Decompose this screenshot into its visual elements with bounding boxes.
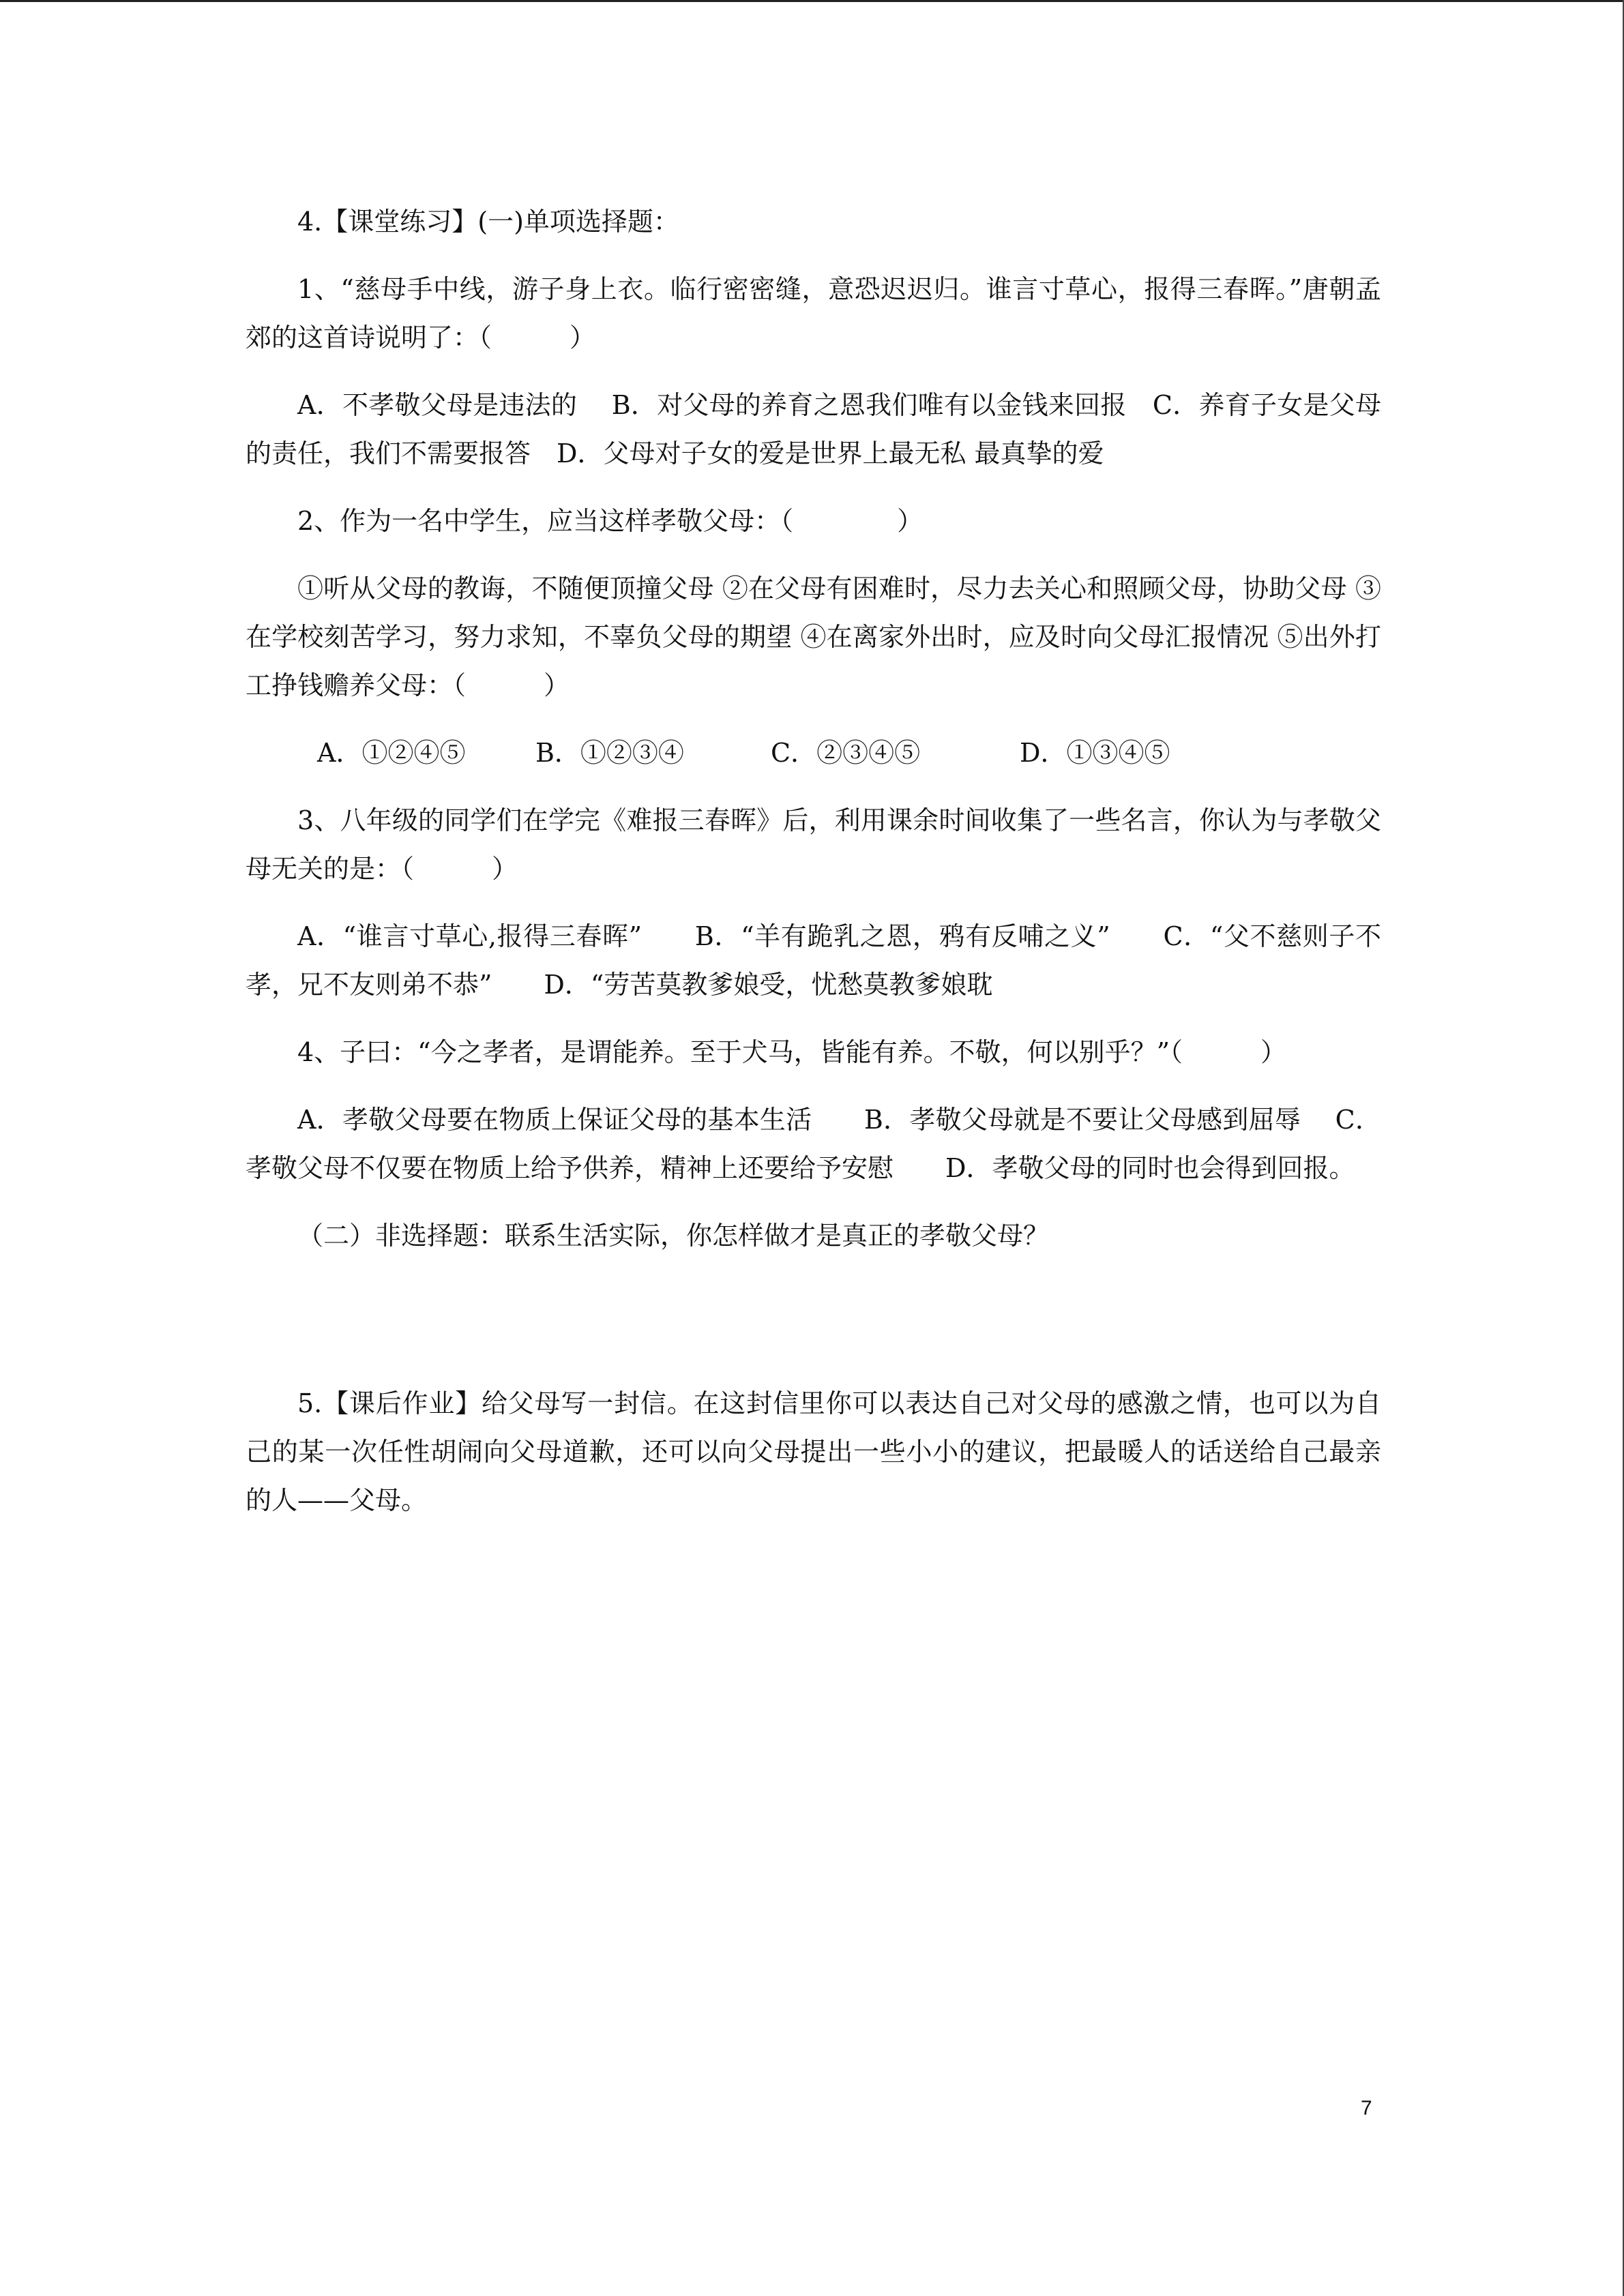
question-2-option-d: D．①③④⑤ xyxy=(1020,738,1170,768)
question-2-options xyxy=(246,729,1381,777)
question-3-options: A．“谁言寸草心,报得三春晖” B．“羊有跪乳之恩，鸦有反哺之义” C．“父不慈则子不孝，兄不友则弟不恭” D．“劳苦莫教爹娘受，忧愁莫教爹娘耽 xyxy=(246,921,1381,1000)
question-2-option-b: B．①②③④ xyxy=(535,738,684,768)
top-border xyxy=(0,0,1624,2)
question-1-options: A．不孝敬父母是违法的 B．对父母的养育之恩我们唯有以金钱来回报 C．养育子女是父母的责任，我们不需要报答 D．父母对子女的爱是世界上最无私 最真挚的爱 xyxy=(246,390,1381,468)
non-choice-question: （二）非选择题：联系生活实际，你怎样做才是真正的孝敬父母？ xyxy=(297,1221,1050,1251)
question-2-option-c: C．②③④⑤ xyxy=(771,738,921,768)
homework-assignment: 5.【课后作业】给父母写一封信。在这封信里你可以表达自己对父母的感激之情，也可以为自己的某一次任性胡闹向父母道歉，还可以向父母提出一些小小的建议，把最暖人的话送给自己最亲的人——父母。 xyxy=(246,1388,1381,1515)
page-number: 7 xyxy=(1361,2097,1372,2119)
question-1-stem: 1、“慈母手中线，游子身上衣。临行密密缝，意恐迟迟归。谁言寸草心，报得三春晖。”唐朝孟郊的这首诗说明了：（ ） xyxy=(246,274,1381,353)
question-4-options: A．孝敬父母要在物质上保证父母的基本生活 B．孝敬父母就是不要让父母感到屈辱 C．孝敬父母不仅要在物质上给予供养，精神上还要给予安慰 D．孝敬父母的同时也会得到回报。 xyxy=(246,1105,1381,1183)
question-2-stem: 2、作为一名中学生，应当这样孝敬父母：（ ） xyxy=(297,506,924,536)
question-3-stem: 3、八年级的同学们在学完《难报三春晖》后，利用课余时间收集了一些名言，你认为与孝敬父母无关的是：（ ） xyxy=(246,805,1381,884)
document-body xyxy=(246,198,1381,1525)
question-4-stem: 4、子曰：“今之孝者，是谓能养。至于犬马，皆能有养。不敬，何以别乎？”（ ） xyxy=(297,1037,1287,1067)
question-2-option-a: A．①②④⑤ xyxy=(317,738,466,768)
practice-heading: 4.【课堂练习】(一)单项选择题： xyxy=(297,207,679,237)
question-2-items: ①听从父母的教诲，不随便顶撞父母 ②在父母有困难时，尽力去关心和照顾父母，协助父母 ③在学校刻苦学习，努力求知，不辜负父母的期望 ④在离家外出时，应及时向父母汇报情况 ⑤出外打工挣钱赡养父母：（ ） xyxy=(246,573,1381,700)
